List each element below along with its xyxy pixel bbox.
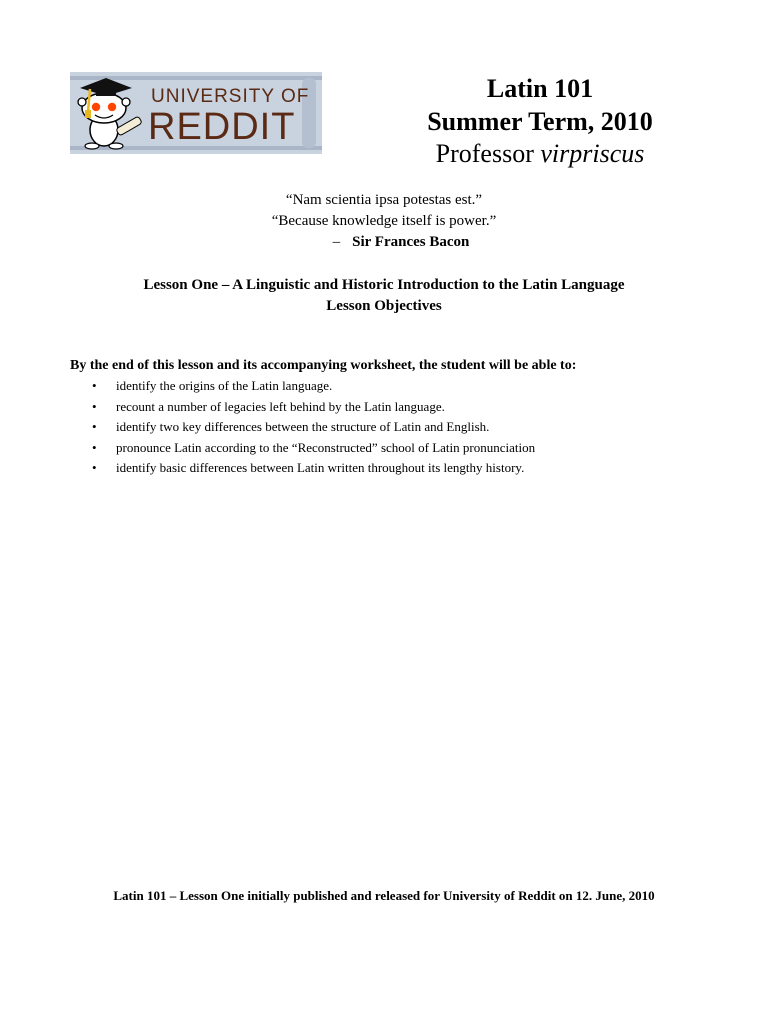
list-item-text: recount a number of legacies left behind by the Latin language. bbox=[116, 398, 445, 414]
list-item bbox=[92, 397, 712, 418]
professor-name: virpriscus bbox=[540, 139, 645, 168]
quote-author: Sir Frances Bacon bbox=[352, 234, 470, 250]
logo-line-reddit: REDDIT bbox=[148, 106, 296, 148]
list-item-text: identify two key differences between the structure of Latin and English. bbox=[116, 419, 490, 434]
logo-line-university-of: UNIVERSITY OF bbox=[151, 86, 310, 107]
bullet: • bbox=[92, 460, 97, 475]
professor-prefix: Professor bbox=[435, 139, 534, 168]
attribution-dash: – bbox=[332, 234, 341, 250]
list-item-text: pronounce Latin according to the “Reconstructed” school of Latin pronunciation bbox=[116, 439, 536, 455]
bullet: • bbox=[92, 439, 97, 455]
course-title: Latin 101 bbox=[486, 74, 594, 103]
list-item bbox=[92, 376, 712, 397]
publication-footer: Latin 101 – Lesson One initially published and released for University of Reddit on 12. June, 2010 bbox=[113, 888, 655, 903]
course-professor bbox=[400, 138, 680, 170]
university-of-reddit-logo bbox=[70, 72, 322, 154]
lesson-heading bbox=[0, 275, 768, 317]
quote-latin: “Nam scientia ipsa potestas est.” bbox=[285, 192, 483, 208]
list-item-text: identify basic differences between Latin written throughout its lengthy history. bbox=[116, 460, 525, 475]
list-item bbox=[92, 458, 712, 479]
list-item-text: identify the origins of the Latin language. bbox=[116, 378, 333, 393]
course-heading bbox=[400, 72, 680, 170]
bullet: • bbox=[92, 378, 97, 393]
lesson-subtitle: Lesson Objectives bbox=[326, 298, 442, 314]
epigraph bbox=[0, 190, 768, 253]
bullet: • bbox=[92, 419, 97, 434]
list-item bbox=[92, 438, 712, 459]
bullet: • bbox=[92, 398, 97, 414]
quote-english: “Because knowledge itself is power.” bbox=[271, 213, 497, 229]
lesson-title: Lesson One – A Linguistic and Historic Introduction to the Latin Language bbox=[143, 277, 625, 293]
objectives-list bbox=[92, 376, 712, 479]
course-term: Summer Term, 2010 bbox=[427, 107, 653, 136]
objectives-intro: By the end of this lesson and its accompanying worksheet, the student will be able to: bbox=[70, 358, 577, 373]
quote-attribution bbox=[0, 232, 768, 253]
list-item bbox=[92, 417, 712, 438]
